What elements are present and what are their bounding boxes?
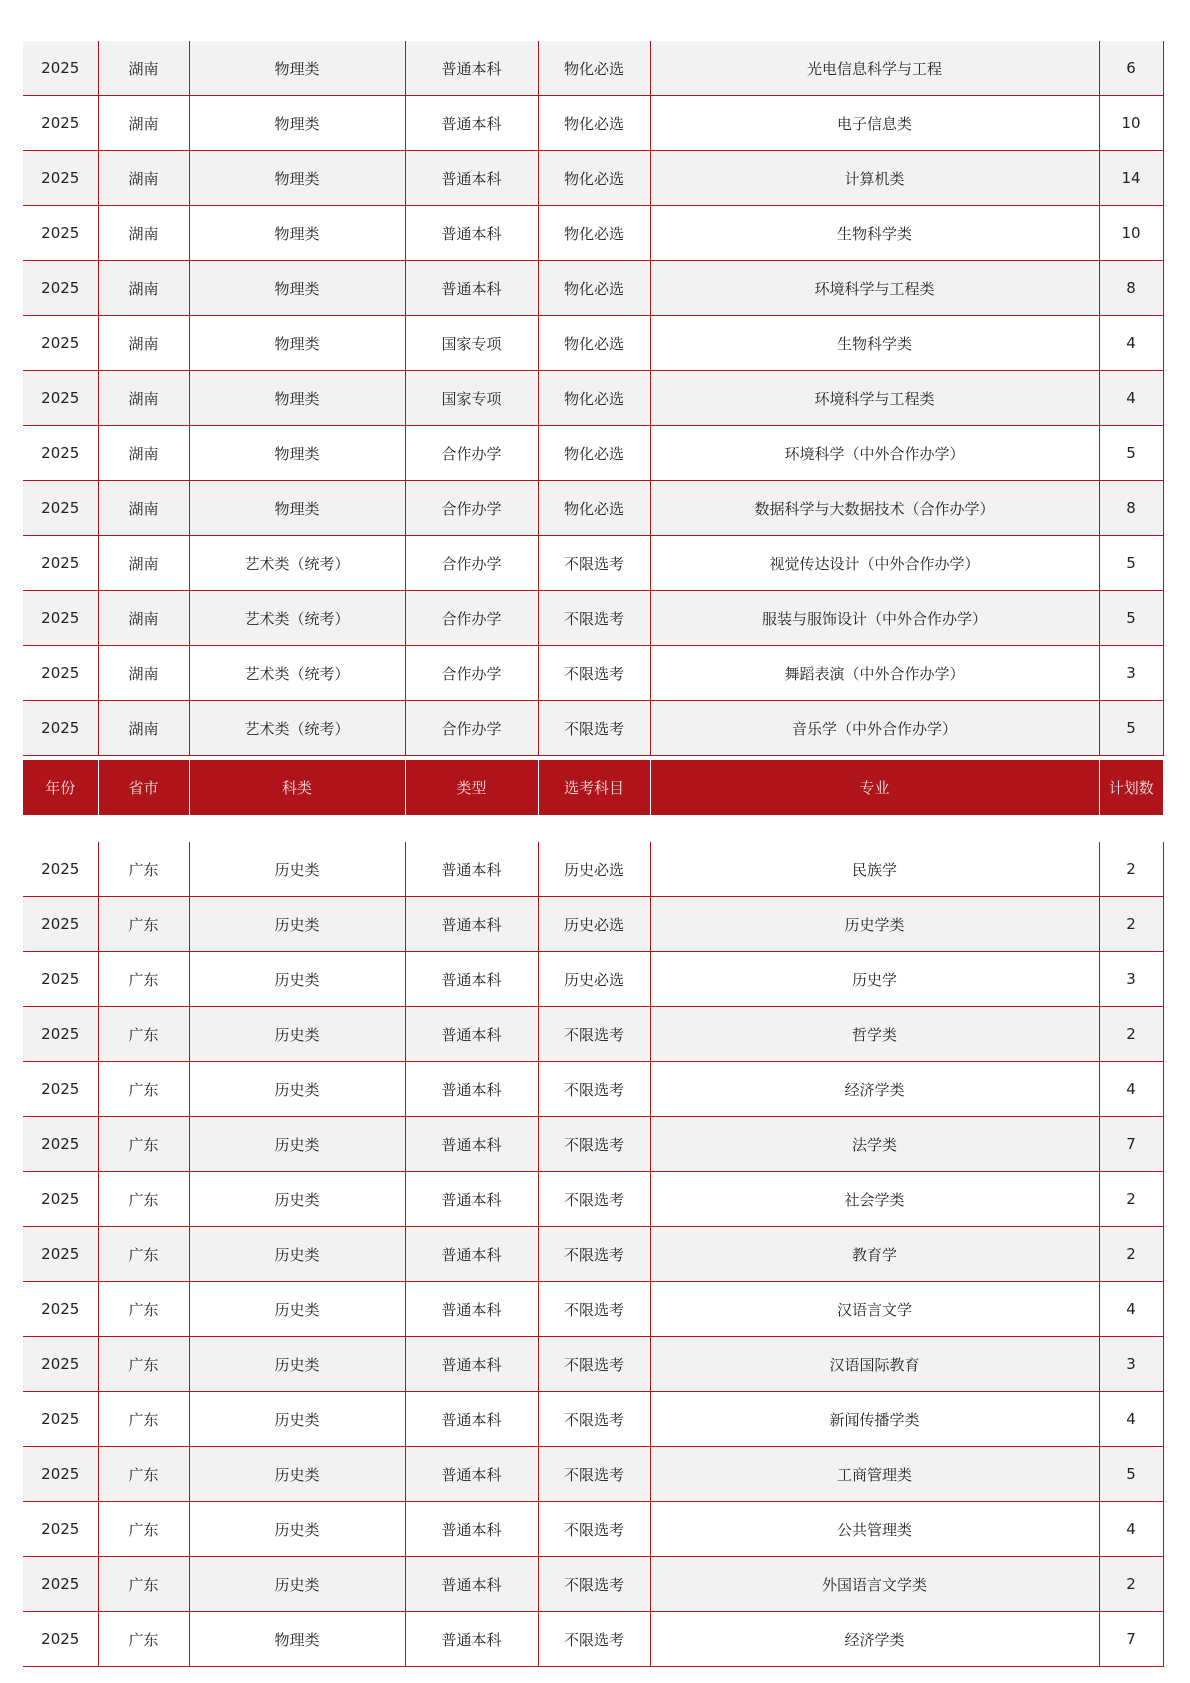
- cell-subjects: 不限选考: [538, 1337, 650, 1392]
- cell-category: 艺术类（统考）: [189, 591, 405, 646]
- cell-plan-count: 7: [1099, 1612, 1163, 1667]
- header-type: 类型: [405, 760, 538, 815]
- table-row: [23, 646, 1163, 701]
- cell-category: 历史类: [189, 1172, 405, 1227]
- cell-category: 物理类: [189, 206, 405, 261]
- header-year: 年份: [23, 760, 98, 815]
- table-row: [23, 1062, 1163, 1117]
- table-row: [23, 1282, 1163, 1337]
- cell-category: 物理类: [189, 261, 405, 316]
- cell-category: 历史类: [189, 1337, 405, 1392]
- cell-major: 环境科学（中外合作办学）: [650, 426, 1099, 481]
- cell-plan-count: 2: [1099, 1557, 1163, 1612]
- table-row: [23, 536, 1163, 591]
- cell-province: 广东: [98, 1337, 189, 1392]
- cell-year: 2025: [23, 1337, 98, 1392]
- cell-category: 历史类: [189, 1117, 405, 1172]
- cell-category: 历史类: [189, 897, 405, 952]
- cell-province: 广东: [98, 1502, 189, 1557]
- cell-province: 广东: [98, 1447, 189, 1502]
- cell-major: 生物科学类: [650, 316, 1099, 371]
- cell-plan-count: 6: [1099, 41, 1163, 96]
- table-row: [23, 842, 1163, 897]
- table-row: [23, 371, 1163, 426]
- cell-province: 广东: [98, 1282, 189, 1337]
- cell-category: 历史类: [189, 842, 405, 897]
- cell-major: 工商管理类: [650, 1447, 1099, 1502]
- cell-subjects: 不限选考: [538, 1557, 650, 1612]
- cell-plan-count: 5: [1099, 591, 1163, 646]
- cell-year: 2025: [23, 1172, 98, 1227]
- cell-major: 环境科学与工程类: [650, 261, 1099, 316]
- cell-province: 湖南: [98, 701, 189, 756]
- table-row: [23, 206, 1163, 261]
- cell-year: 2025: [23, 1612, 98, 1667]
- cell-year: 2025: [23, 591, 98, 646]
- cell-subjects: 不限选考: [538, 646, 650, 701]
- header-plan-count: 计划数: [1099, 760, 1163, 815]
- cell-subjects: 不限选考: [538, 536, 650, 591]
- table-row: [23, 1502, 1163, 1557]
- cell-year: 2025: [23, 481, 98, 536]
- cell-subjects: 不限选考: [538, 1612, 650, 1667]
- cell-year: 2025: [23, 701, 98, 756]
- cell-subjects: 物化必选: [538, 96, 650, 151]
- cell-subjects: 不限选考: [538, 1062, 650, 1117]
- cell-subjects: 不限选考: [538, 1392, 650, 1447]
- cell-major: 环境科学与工程类: [650, 371, 1099, 426]
- cell-major: 数据科学与大数据技术（合作办学）: [650, 481, 1099, 536]
- table-row: [23, 1392, 1163, 1447]
- cell-type: 合作办学: [405, 426, 538, 481]
- cell-category: 历史类: [189, 1447, 405, 1502]
- cell-major: 汉语言文学: [650, 1282, 1099, 1337]
- cell-province: 广东: [98, 1062, 189, 1117]
- cell-subjects: 不限选考: [538, 1007, 650, 1062]
- cell-year: 2025: [23, 646, 98, 701]
- table-row: [23, 261, 1163, 316]
- cell-major: 新闻传播学类: [650, 1392, 1099, 1447]
- cell-type: 国家专项: [405, 371, 538, 426]
- table-row: [23, 316, 1163, 371]
- cell-year: 2025: [23, 1007, 98, 1062]
- cell-type: 普通本科: [405, 41, 538, 96]
- cell-category: 物理类: [189, 426, 405, 481]
- cell-major: 生物科学类: [650, 206, 1099, 261]
- cell-year: 2025: [23, 96, 98, 151]
- cell-subjects: 物化必选: [538, 151, 650, 206]
- cell-type: 普通本科: [405, 1612, 538, 1667]
- cell-province: 广东: [98, 842, 189, 897]
- cell-year: 2025: [23, 261, 98, 316]
- cell-category: 历史类: [189, 1007, 405, 1062]
- table-row: [23, 1337, 1163, 1392]
- table-row: [23, 1117, 1163, 1172]
- cell-subjects: 物化必选: [538, 481, 650, 536]
- cell-year: 2025: [23, 897, 98, 952]
- cell-plan-count: 2: [1099, 1227, 1163, 1282]
- table-row: [23, 41, 1163, 96]
- cell-subjects: 不限选考: [538, 1227, 650, 1282]
- cell-province: 广东: [98, 1007, 189, 1062]
- header-province: 省市: [98, 760, 189, 815]
- cell-major: 经济学类: [650, 1062, 1099, 1117]
- cell-year: 2025: [23, 952, 98, 1007]
- cell-province: 湖南: [98, 316, 189, 371]
- header-subjects: 选考科目: [538, 760, 650, 815]
- cell-year: 2025: [23, 1062, 98, 1117]
- cell-plan-count: 8: [1099, 481, 1163, 536]
- cell-subjects: 不限选考: [538, 1172, 650, 1227]
- cell-type: 普通本科: [405, 1392, 538, 1447]
- enrollment-table-hunan: [23, 41, 1164, 756]
- cell-type: 普通本科: [405, 1007, 538, 1062]
- cell-plan-count: 2: [1099, 1172, 1163, 1227]
- cell-type: 合作办学: [405, 646, 538, 701]
- cell-plan-count: 3: [1099, 952, 1163, 1007]
- table-row: [23, 1007, 1163, 1062]
- cell-major: 服装与服饰设计（中外合作办学）: [650, 591, 1099, 646]
- cell-category: 历史类: [189, 1392, 405, 1447]
- table-row: [23, 591, 1163, 646]
- cell-year: 2025: [23, 371, 98, 426]
- cell-category: 艺术类（统考）: [189, 536, 405, 591]
- cell-subjects: 历史必选: [538, 842, 650, 897]
- cell-major: 光电信息科学与工程: [650, 41, 1099, 96]
- cell-plan-count: 2: [1099, 897, 1163, 952]
- cell-year: 2025: [23, 842, 98, 897]
- cell-type: 普通本科: [405, 1337, 538, 1392]
- cell-plan-count: 10: [1099, 96, 1163, 151]
- cell-category: 物理类: [189, 151, 405, 206]
- cell-major: 计算机类: [650, 151, 1099, 206]
- cell-province: 湖南: [98, 41, 189, 96]
- cell-type: 普通本科: [405, 96, 538, 151]
- cell-category: 历史类: [189, 1282, 405, 1337]
- cell-major: 外国语言文学类: [650, 1557, 1099, 1612]
- cell-category: 历史类: [189, 1502, 405, 1557]
- cell-category: 物理类: [189, 481, 405, 536]
- cell-type: 普通本科: [405, 1447, 538, 1502]
- cell-plan-count: 14: [1099, 151, 1163, 206]
- cell-subjects: 不限选考: [538, 1502, 650, 1557]
- cell-major: 视觉传达设计（中外合作办学）: [650, 536, 1099, 591]
- cell-type: 合作办学: [405, 536, 538, 591]
- cell-plan-count: 3: [1099, 1337, 1163, 1392]
- cell-year: 2025: [23, 536, 98, 591]
- header-category: 科类: [189, 760, 405, 815]
- cell-province: 广东: [98, 1557, 189, 1612]
- cell-plan-count: 5: [1099, 426, 1163, 481]
- cell-province: 湖南: [98, 646, 189, 701]
- cell-major: 历史学类: [650, 897, 1099, 952]
- cell-type: 国家专项: [405, 316, 538, 371]
- cell-subjects: 不限选考: [538, 1282, 650, 1337]
- cell-province: 湖南: [98, 591, 189, 646]
- cell-major: 历史学: [650, 952, 1099, 1007]
- cell-type: 合作办学: [405, 591, 538, 646]
- cell-type: 普通本科: [405, 261, 538, 316]
- cell-category: 物理类: [189, 316, 405, 371]
- cell-type: 普通本科: [405, 151, 538, 206]
- cell-category: 艺术类（统考）: [189, 646, 405, 701]
- cell-plan-count: 2: [1099, 1007, 1163, 1062]
- cell-plan-count: 5: [1099, 536, 1163, 591]
- cell-plan-count: 10: [1099, 206, 1163, 261]
- cell-plan-count: 4: [1099, 1392, 1163, 1447]
- cell-type: 普通本科: [405, 1557, 538, 1612]
- cell-subjects: 物化必选: [538, 41, 650, 96]
- cell-subjects: 不限选考: [538, 701, 650, 756]
- cell-subjects: 不限选考: [538, 591, 650, 646]
- cell-type: 普通本科: [405, 1282, 538, 1337]
- cell-type: 普通本科: [405, 1227, 538, 1282]
- cell-major: 教育学: [650, 1227, 1099, 1282]
- cell-province: 湖南: [98, 481, 189, 536]
- cell-subjects: 物化必选: [538, 371, 650, 426]
- cell-category: 历史类: [189, 1062, 405, 1117]
- cell-subjects: 物化必选: [538, 426, 650, 481]
- cell-subjects: 历史必选: [538, 897, 650, 952]
- cell-year: 2025: [23, 1557, 98, 1612]
- cell-subjects: 物化必选: [538, 261, 650, 316]
- cell-year: 2025: [23, 1502, 98, 1557]
- cell-major: 电子信息类: [650, 96, 1099, 151]
- cell-province: 湖南: [98, 371, 189, 426]
- cell-type: 普通本科: [405, 206, 538, 261]
- table-row: [23, 1557, 1163, 1612]
- table-header: [23, 760, 1163, 815]
- cell-plan-count: 4: [1099, 316, 1163, 371]
- cell-major: 民族学: [650, 842, 1099, 897]
- cell-plan-count: 3: [1099, 646, 1163, 701]
- cell-province: 广东: [98, 1227, 189, 1282]
- cell-province: 湖南: [98, 536, 189, 591]
- cell-year: 2025: [23, 206, 98, 261]
- cell-type: 普通本科: [405, 897, 538, 952]
- cell-major: 社会学类: [650, 1172, 1099, 1227]
- cell-subjects: 物化必选: [538, 316, 650, 371]
- cell-type: 普通本科: [405, 952, 538, 1007]
- cell-category: 物理类: [189, 41, 405, 96]
- cell-category: 历史类: [189, 1227, 405, 1282]
- table-row: [23, 1447, 1163, 1502]
- cell-category: 历史类: [189, 1557, 405, 1612]
- cell-province: 广东: [98, 1392, 189, 1447]
- cell-province: 广东: [98, 952, 189, 1007]
- cell-major: 舞蹈表演（中外合作办学）: [650, 646, 1099, 701]
- cell-year: 2025: [23, 1447, 98, 1502]
- table-row: [23, 1612, 1163, 1667]
- cell-category: 物理类: [189, 96, 405, 151]
- cell-province: 湖南: [98, 151, 189, 206]
- table-row: [23, 151, 1163, 206]
- cell-category: 历史类: [189, 952, 405, 1007]
- cell-category: 物理类: [189, 371, 405, 426]
- cell-year: 2025: [23, 1392, 98, 1447]
- cell-province: 广东: [98, 1117, 189, 1172]
- cell-type: 合作办学: [405, 481, 538, 536]
- cell-type: 普通本科: [405, 842, 538, 897]
- cell-subjects: 不限选考: [538, 1117, 650, 1172]
- cell-plan-count: 4: [1099, 1502, 1163, 1557]
- cell-category: 艺术类（统考）: [189, 701, 405, 756]
- table-row: [23, 481, 1163, 536]
- cell-subjects: 物化必选: [538, 206, 650, 261]
- cell-year: 2025: [23, 41, 98, 96]
- cell-year: 2025: [23, 316, 98, 371]
- cell-subjects: 历史必选: [538, 952, 650, 1007]
- table-row: [23, 426, 1163, 481]
- cell-year: 2025: [23, 426, 98, 481]
- cell-year: 2025: [23, 1227, 98, 1282]
- cell-category: 物理类: [189, 1612, 405, 1667]
- cell-province: 广东: [98, 897, 189, 952]
- cell-major: 汉语国际教育: [650, 1337, 1099, 1392]
- cell-year: 2025: [23, 1117, 98, 1172]
- cell-plan-count: 4: [1099, 1282, 1163, 1337]
- cell-province: 湖南: [98, 96, 189, 151]
- cell-type: 合作办学: [405, 701, 538, 756]
- cell-province: 湖南: [98, 261, 189, 316]
- header-major: 专业: [650, 760, 1099, 815]
- cell-major: 公共管理类: [650, 1502, 1099, 1557]
- cell-subjects: 不限选考: [538, 1447, 650, 1502]
- cell-type: 普通本科: [405, 1172, 538, 1227]
- table-row: [23, 952, 1163, 1007]
- cell-major: 经济学类: [650, 1612, 1099, 1667]
- cell-plan-count: 5: [1099, 1447, 1163, 1502]
- cell-plan-count: 2: [1099, 842, 1163, 897]
- cell-major: 音乐学（中外合作办学）: [650, 701, 1099, 756]
- table-row: [23, 1227, 1163, 1282]
- cell-province: 湖南: [98, 426, 189, 481]
- cell-province: 广东: [98, 1612, 189, 1667]
- cell-year: 2025: [23, 151, 98, 206]
- table-row: [23, 96, 1163, 151]
- cell-major: 哲学类: [650, 1007, 1099, 1062]
- cell-plan-count: 8: [1099, 261, 1163, 316]
- table-row: [23, 701, 1163, 756]
- cell-plan-count: 7: [1099, 1117, 1163, 1172]
- cell-type: 普通本科: [405, 1062, 538, 1117]
- cell-major: 法学类: [650, 1117, 1099, 1172]
- cell-plan-count: 4: [1099, 1062, 1163, 1117]
- cell-province: 湖南: [98, 206, 189, 261]
- enrollment-table-guangdong: [23, 842, 1164, 1667]
- cell-type: 普通本科: [405, 1117, 538, 1172]
- cell-plan-count: 5: [1099, 701, 1163, 756]
- cell-plan-count: 4: [1099, 371, 1163, 426]
- cell-year: 2025: [23, 1282, 98, 1337]
- cell-type: 普通本科: [405, 1502, 538, 1557]
- cell-province: 广东: [98, 1172, 189, 1227]
- table-row: [23, 1172, 1163, 1227]
- table-row: [23, 897, 1163, 952]
